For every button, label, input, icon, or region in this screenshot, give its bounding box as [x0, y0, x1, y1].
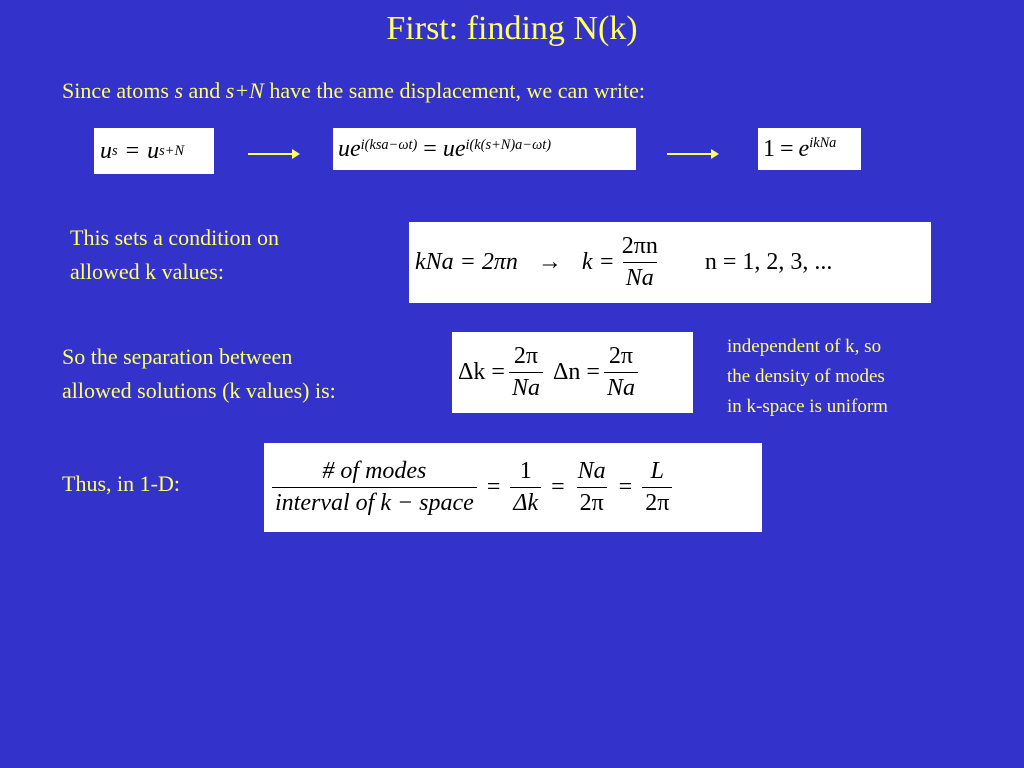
eq6-fraction3 — [575, 458, 609, 517]
condition-line1: This sets a condition on — [70, 225, 279, 250]
eq6-den1: interval of k − space — [272, 487, 477, 517]
eq6-den3: 2π — [577, 487, 607, 517]
equation-periodicity — [758, 128, 861, 170]
eq3-rhs: e — [798, 135, 810, 162]
arrow-right-icon — [248, 153, 298, 155]
eq6-equals1: = — [486, 474, 501, 500]
eq5-dn: Δn = — [552, 359, 600, 385]
eq5-den2: Na — [604, 372, 638, 402]
eq5-fraction2 — [604, 343, 638, 402]
eq6-fraction2 — [510, 458, 541, 517]
eq4-knA: kNa = 2πn — [415, 249, 518, 275]
equation-separation — [452, 332, 693, 413]
intro-s: s — [174, 78, 183, 103]
eq2-lhs-exp: i(ksa−ωt) — [360, 136, 418, 153]
eq1-lhs-sub: s — [112, 142, 118, 159]
eq5-num2: 2π — [608, 343, 634, 369]
eq5-dk: Δk = — [458, 359, 505, 385]
equation-displacement — [94, 128, 214, 174]
thus-text: Thus, in 1-D: — [62, 471, 180, 496]
equation-mode-density — [264, 443, 762, 532]
eq2-rhs: ue — [442, 135, 466, 162]
eq4-num: 2πn — [621, 233, 658, 259]
eq2-lhs: ue — [338, 135, 361, 162]
eq5-num1: 2π — [513, 343, 539, 369]
eq1-rhs: u — [147, 137, 160, 164]
uniform-density-note — [727, 332, 888, 422]
eq4-n-values: n = 1, 2, 3, ... — [704, 249, 833, 275]
eq6-num2: 1 — [519, 458, 532, 484]
note-line1: independent of k, so — [727, 336, 882, 357]
eq6-equals3: = — [618, 474, 633, 500]
slide-title: First: finding N(k) — [386, 10, 638, 47]
eq6-fraction1 — [272, 458, 477, 517]
eq6-den4: 2π — [642, 487, 672, 517]
eq6-equals2: = — [551, 474, 565, 500]
separation-text — [62, 340, 336, 408]
intro-part1: Since atoms — [62, 78, 175, 103]
eq3-rhs-exp: ikNa — [809, 134, 837, 151]
eq4-den: Na — [623, 262, 657, 292]
eq4-fraction — [619, 233, 661, 292]
eq1-rhs-sub: s+N — [159, 142, 185, 159]
eq3-equals: = — [780, 135, 794, 162]
eq4-arrow: → — [537, 249, 562, 275]
separation-line2: allowed solutions (k values) is: — [62, 378, 336, 403]
eq1-lhs: u — [100, 137, 112, 164]
intro-s-plus-n: s+N — [225, 78, 264, 103]
eq6-num1: # of modes — [322, 458, 427, 484]
eq2-rhs-exp: i(k(s+N)a−ωt) — [465, 136, 552, 153]
eq6-num3: Na — [577, 458, 606, 484]
eq6-den2: Δk — [510, 487, 541, 517]
eq3-lhs: 1 — [763, 135, 775, 162]
intro-text — [62, 74, 645, 108]
intro-part2: and — [183, 78, 226, 103]
arrow-right-icon — [667, 153, 717, 155]
equation-allowed-k — [409, 222, 931, 303]
eq6-num4: L — [650, 458, 664, 484]
eq4-k: k = — [581, 249, 615, 275]
intro-part3: have the same displacement, we can write: — [263, 78, 646, 103]
separation-line1: So the separation between — [62, 344, 293, 369]
eq6-fraction4 — [642, 458, 672, 517]
eq5-fraction1 — [509, 343, 543, 402]
eq5-den1: Na — [509, 372, 543, 402]
note-line2: the density of modes — [727, 366, 885, 387]
note-line3: in k-space is uniform — [727, 396, 888, 417]
equation-plane-wave — [333, 128, 636, 170]
condition-text — [70, 221, 279, 289]
eq2-equals: = — [423, 135, 437, 162]
eq1-equals: = — [125, 137, 140, 164]
condition-line2: allowed k values: — [70, 259, 224, 284]
